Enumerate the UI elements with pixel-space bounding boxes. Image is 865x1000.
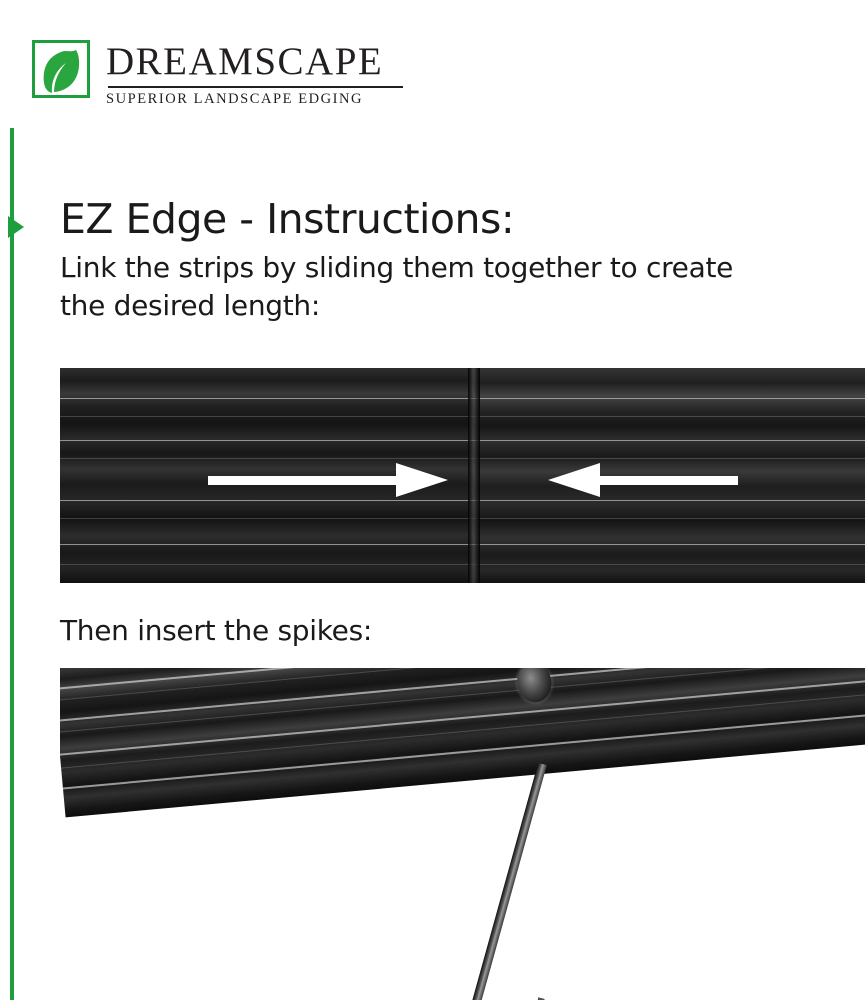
step-two-block [60, 614, 372, 647]
rail-ridge [61, 692, 865, 768]
logo-mark [32, 40, 90, 98]
strip-ridge [60, 500, 865, 501]
brand-name: DREAMSCAPE [106, 40, 384, 83]
strip-ridge [60, 518, 865, 519]
spike-hole [514, 668, 555, 705]
section-pointer-arrow-icon [8, 216, 24, 238]
brand-divider [108, 86, 403, 88]
instructions-content [60, 196, 860, 325]
left-accent-rail [10, 128, 14, 1000]
arrow-left-head-icon [548, 463, 600, 497]
rail-ridge [60, 668, 865, 701]
brand-lockup [106, 40, 403, 107]
strip-ridge [60, 398, 865, 399]
strip-ridge [60, 564, 865, 565]
rail-ridge [60, 678, 865, 755]
page-title: EZ Edge - Instructions: [60, 195, 515, 243]
brand-header [32, 40, 403, 107]
spike-shaft [470, 763, 547, 1000]
rail-ridge [63, 712, 865, 789]
strip-ridge [60, 544, 865, 545]
rail-ridge [60, 668, 865, 689]
strip-ridge [60, 416, 865, 417]
step-one-text: Link the strips by sliding them together to create the desired length: [60, 251, 734, 323]
edging-rail [60, 668, 865, 817]
edging-strip-with-spike-photo [60, 668, 865, 1000]
strip-ridge [60, 440, 865, 441]
arrow-right-shaft-icon [208, 476, 398, 485]
brand-tagline: SUPERIOR LANDSCAPE EDGING [106, 91, 364, 107]
step-two-text: Then insert the spikes: [60, 614, 373, 647]
arrow-right-head-icon [396, 463, 448, 497]
edging-strips-linking-photo [60, 368, 865, 583]
arrow-left-shaft-icon [600, 476, 738, 485]
strip-ridge [60, 458, 865, 459]
strip-seam [468, 368, 480, 583]
